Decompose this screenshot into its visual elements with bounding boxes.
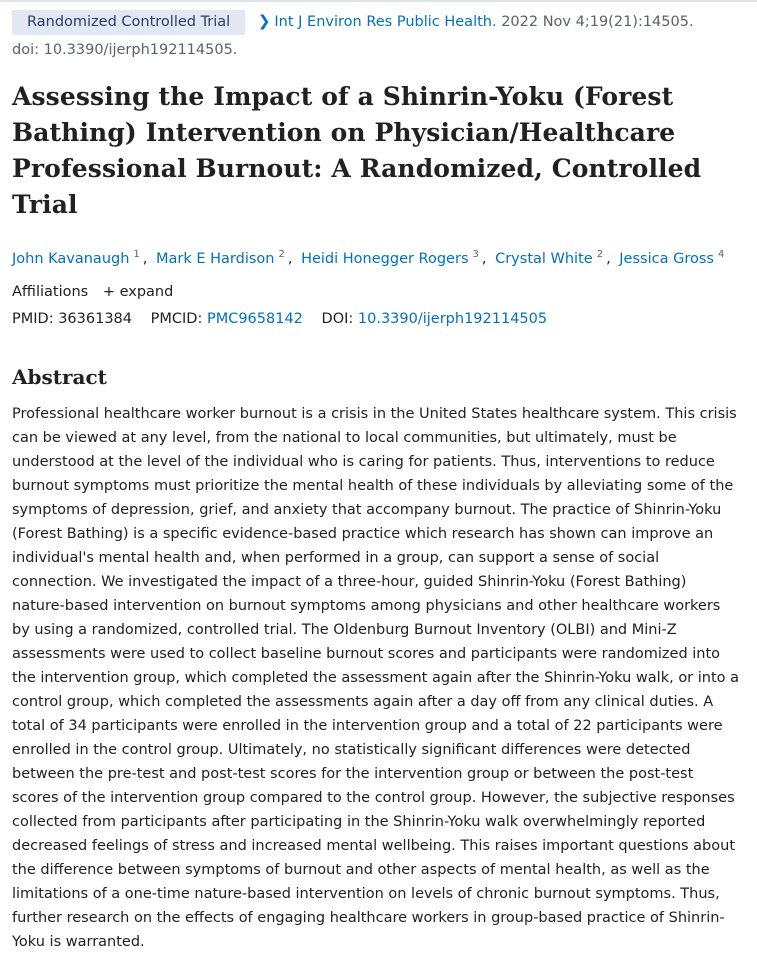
plus-icon: + <box>102 284 115 300</box>
chevron-right-icon[interactable]: ❯ <box>257 12 271 30</box>
pmcid-link[interactable]: PMC9658142 <box>206 311 303 327</box>
pmcid-label: PMCID: <box>150 311 203 327</box>
doi-link[interactable]: 10.3390/ijerph192114505 <box>357 311 548 327</box>
abstract-text: Professional healthcare worker burnout is a crisis in the United States healthcare system. This crisis can be viewed at any level, from the national to local communities, but ultimately, must be understood at the level of the individual who is caring for patients. Thus, interventions to reduce burnout symptoms must prioritize the mental health of these individuals by alleviating some of the symptoms of depression, grief, and anxiety that accompany burnout. The practice of Shinrin-Yoku (Forest Bathing) is a specific evidence-based practice which research has shown can improve an individual's mental health and, when performed in a group, can support a sense of social connection. We investigated the impact of a three-hour, guided Shinrin-Yoku (Forest Bathing) nature-based intervention on burnout symptoms among physicians and other healthcare workers by using a randomized, controlled trial. The Oldenburg Burnout Inventory (OLBI) and Mini-Z assessments were used to collect baseline burnout scores and participants were randomized into the intervention group, which completed the assessment again after the Shinrin-Yoku walk, or into a control group, which completed the assessments again after a day off from any clinical duties. A total of 34 participants were enrolled in the intervention group and a total of 22 participants were enrolled in the control group. Ultimately, no statistically significant differences were detected between the pre-test and post-test scores for the intervention group or between the post-test scores of the intervention group compared to the control group. However, the subjective responses collected from participants after participating in the Shinrin-Yoku walk overwhelmingly reported decreased feelings of stress and increased mental wellbeing. This raises important questions about the difference between symptoms of burnout and other aspects of mental health, as well as the limitations of a one-time nature-based intervention on levels of chronic burnout symptoms. Thus, further research on the effects of engaging healthcare workers in group-based practice of Shinrin-Yoku is warranted. <box>12 406 740 950</box>
author-link[interactable]: Crystal White <box>495 250 593 267</box>
identifiers-row <box>12 306 547 332</box>
publication-type-badge: Randomized Controlled Trial <box>12 10 245 35</box>
citation-text: 2022 Nov 4;19(21):14505. <box>501 14 694 30</box>
affiliation-ref[interactable]: 3 <box>472 249 479 260</box>
pmid-label: PMID: <box>12 311 54 327</box>
expand-affiliations-button[interactable]: + expand <box>102 284 174 300</box>
top-divider <box>0 0 757 2</box>
article-title: Assessing the Impact of a Shinrin-Yoku (Forest Bathing) Intervention on Physician/Healthcare Professional Burnout: A Randomized, Controlled Trial <box>12 82 702 219</box>
affiliation-ref[interactable]: 1 <box>133 249 140 260</box>
journal-link[interactable]: Int J Environ Res Public Health. <box>274 14 497 30</box>
citation-meta <box>12 7 742 64</box>
affiliation-ref[interactable]: 4 <box>717 249 725 260</box>
pmid-value: 36361384 <box>58 311 133 327</box>
abstract-heading: Abstract <box>12 365 107 389</box>
doi-line: doi: 10.3390/ijerph192114505. <box>12 42 238 58</box>
author-link[interactable]: Mark E Hardison <box>156 250 275 267</box>
author-list: John Kavanaugh $^1$ , Mark E Hardison $^2$ , Heidi Honegger Rogers $^3$ , Crystal White $^2$ , Jessica Gross $^4$ <box>12 249 725 267</box>
affiliations-row <box>12 279 173 305</box>
author-link[interactable]: Jessica Gross <box>619 250 714 267</box>
author-link[interactable]: Heidi Honegger Rogers <box>301 250 469 267</box>
author-link[interactable]: John Kavanaugh <box>12 250 130 267</box>
affiliation-ref[interactable]: 2 <box>596 249 604 260</box>
doi-label: DOI: <box>321 311 354 327</box>
affiliations-label: Affiliations <box>12 284 89 300</box>
affiliation-ref[interactable]: 2 <box>278 249 285 260</box>
